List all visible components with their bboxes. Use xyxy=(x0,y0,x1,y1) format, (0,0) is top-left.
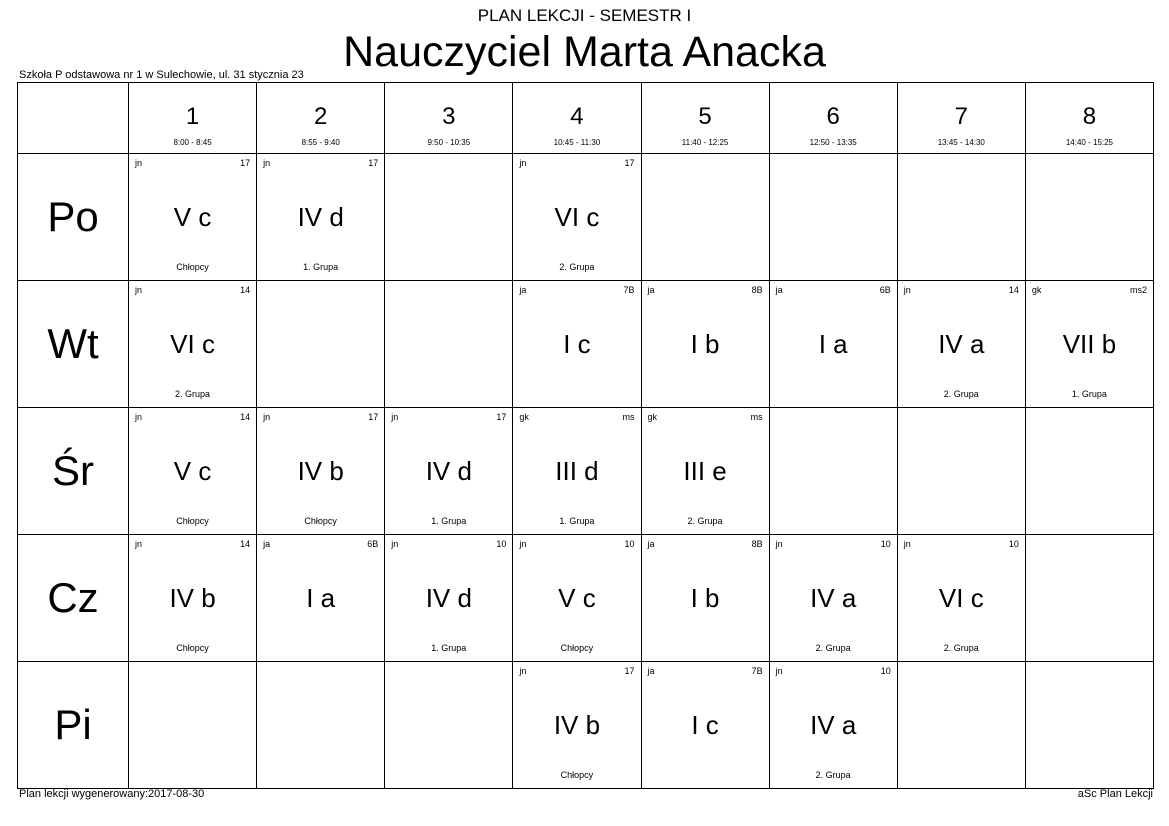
day-label: Wt xyxy=(18,281,129,408)
day-row xyxy=(18,535,1154,662)
lesson-cell xyxy=(257,154,385,281)
group-name: Chłopcy xyxy=(560,770,594,780)
subject-code: ja xyxy=(519,285,527,295)
period-time: 14:40 - 15:25 xyxy=(1065,138,1114,147)
period-header xyxy=(1025,83,1153,154)
software-name: aSc Plan Lekcji xyxy=(1077,788,1153,800)
period-time: 8:55 - 9:40 xyxy=(301,138,340,147)
empty-cell xyxy=(385,662,513,789)
group-name: 2. Grupa xyxy=(943,643,979,653)
class-name: III e xyxy=(683,456,727,486)
subject-code: ja xyxy=(647,539,655,549)
class-name: III d xyxy=(555,456,599,486)
period-number: 1 xyxy=(185,103,200,130)
class-name: V c xyxy=(173,202,212,232)
subject-code: jn xyxy=(391,539,399,549)
room-number: 17 xyxy=(368,158,379,168)
class-name: VI c xyxy=(170,329,215,359)
lesson-cell xyxy=(897,535,1025,662)
group-name: 2. Grupa xyxy=(175,389,211,399)
subject-code: jn xyxy=(775,666,783,676)
period-time: 12:50 - 13:35 xyxy=(809,138,857,147)
room-number: 14 xyxy=(240,412,251,422)
lesson-cell xyxy=(641,408,769,535)
class-name: I c xyxy=(563,329,591,359)
class-name: IV d xyxy=(425,583,472,613)
group-name: Chłopcy xyxy=(304,516,337,526)
room-number: 14 xyxy=(240,539,251,549)
group-name: 1. Grupa xyxy=(1071,389,1107,399)
subject-code: gk xyxy=(519,412,529,422)
period-number: 3 xyxy=(442,103,456,130)
class-name: VII b xyxy=(1062,329,1117,359)
period-number: 6 xyxy=(826,103,840,130)
room-number: 14 xyxy=(1008,285,1019,295)
empty-cell xyxy=(1025,154,1153,281)
timetable-grid xyxy=(17,82,1154,789)
subject-code: jn xyxy=(263,412,271,422)
room-number: 6B xyxy=(367,539,379,549)
lesson-cell xyxy=(257,408,385,535)
class-name: V c xyxy=(173,456,212,486)
group-name: 2. Grupa xyxy=(943,389,979,399)
room-number: ms xyxy=(622,412,635,422)
period-header xyxy=(897,83,1025,154)
period-number: 4 xyxy=(570,103,584,130)
group-name: 1. Grupa xyxy=(559,516,595,526)
day-label: Po xyxy=(18,154,129,281)
period-time: 13:45 - 14:30 xyxy=(937,138,985,147)
lesson-cell xyxy=(385,535,513,662)
subject-code: jn xyxy=(775,539,783,549)
lesson-cell xyxy=(385,408,513,535)
day-row xyxy=(18,281,1154,408)
class-name: I a xyxy=(306,583,336,613)
empty-cell xyxy=(1025,535,1153,662)
period-header xyxy=(641,83,769,154)
lesson-cell xyxy=(129,535,257,662)
room-number: ms2 xyxy=(1129,285,1147,295)
subject-code: ja xyxy=(263,539,271,549)
period-header xyxy=(257,83,385,154)
teacher-title: Nauczyciel Marta Anacka xyxy=(343,28,826,76)
subject-code: jn xyxy=(903,285,911,295)
room-number: 17 xyxy=(368,412,379,422)
room-number: ms xyxy=(750,412,763,422)
lesson-cell xyxy=(897,281,1025,408)
empty-cell xyxy=(129,662,257,789)
group-name: Chłopcy xyxy=(176,516,209,526)
period-time: 10:45 - 11:30 xyxy=(553,138,601,147)
class-name: IV a xyxy=(810,583,857,613)
room-number: 10 xyxy=(496,539,507,549)
room-number: 17 xyxy=(496,412,507,422)
class-name: I b xyxy=(690,329,720,359)
lesson-cell xyxy=(641,281,769,408)
period-header xyxy=(385,83,513,154)
period-time: 11:40 - 12:25 xyxy=(681,138,729,147)
subject-code: jn xyxy=(135,285,143,295)
class-name: VI c xyxy=(554,202,600,232)
period-number: 7 xyxy=(954,103,968,130)
subject-code: jn xyxy=(135,539,143,549)
room-number: 6B xyxy=(879,285,891,295)
subject-code: jn xyxy=(519,666,527,676)
class-name: IV b xyxy=(297,456,344,486)
empty-cell xyxy=(897,408,1025,535)
class-name: IV a xyxy=(810,710,857,740)
group-name: 1. Grupa xyxy=(303,262,339,272)
room-number: 7B xyxy=(751,666,763,676)
period-header-row xyxy=(18,83,1154,154)
class-name: I c xyxy=(691,710,719,740)
class-name: IV b xyxy=(169,583,216,613)
empty-cell xyxy=(769,154,897,281)
period-time: 8:00 - 8:45 xyxy=(173,138,212,147)
subject-code: jn xyxy=(391,412,399,422)
group-name: Chłopcy xyxy=(176,262,209,272)
period-number: 2 xyxy=(314,103,328,130)
lesson-cell xyxy=(257,535,385,662)
class-name: IV d xyxy=(297,202,344,232)
class-name: V c xyxy=(558,583,596,613)
lesson-cell xyxy=(129,154,257,281)
group-name: 2. Grupa xyxy=(559,262,595,272)
group-name: 2. Grupa xyxy=(687,516,723,526)
subject-code: jn xyxy=(135,158,143,168)
class-name: IV b xyxy=(553,710,601,740)
group-name: Chłopcy xyxy=(176,643,209,653)
empty-cell xyxy=(897,154,1025,281)
class-name: VI c xyxy=(938,583,984,613)
period-number: 5 xyxy=(698,103,712,130)
subject-code: jn xyxy=(263,158,271,168)
plan-subtitle: PLAN LEKCJI - SEMESTR I xyxy=(477,6,692,25)
room-number: 7B xyxy=(623,285,635,295)
subject-code: ja xyxy=(647,285,655,295)
subject-code: ja xyxy=(775,285,783,295)
room-number: 17 xyxy=(624,158,635,168)
lesson-cell xyxy=(769,535,897,662)
lesson-cell xyxy=(1025,281,1153,408)
subject-code: jn xyxy=(903,539,911,549)
school-name: Szkoła P odstawowa nr 1 w Sulechowie, ul. 31 stycznia 23 xyxy=(19,69,304,81)
empty-cell xyxy=(257,281,385,408)
room-number: 8B xyxy=(751,285,763,295)
day-label: Śr xyxy=(18,408,129,535)
group-name: 1. Grupa xyxy=(431,516,467,526)
class-name: I b xyxy=(690,583,720,613)
day-row xyxy=(18,154,1154,281)
empty-cell xyxy=(897,662,1025,789)
room-number: 17 xyxy=(624,666,635,676)
subject-code: gk xyxy=(1031,285,1042,295)
lesson-cell xyxy=(641,535,769,662)
lesson-cell xyxy=(513,535,641,662)
room-number: 8B xyxy=(751,539,763,549)
lesson-cell xyxy=(769,281,897,408)
class-name: IV a xyxy=(938,329,985,359)
subject-code: jn xyxy=(135,412,143,422)
corner-cell xyxy=(18,83,129,154)
empty-cell xyxy=(1025,408,1153,535)
room-number: 14 xyxy=(240,285,251,295)
lesson-cell xyxy=(513,662,641,789)
class-name: I a xyxy=(818,329,848,359)
lesson-cell xyxy=(129,281,257,408)
room-number: 10 xyxy=(880,539,891,549)
lesson-cell xyxy=(129,408,257,535)
day-label: Pi xyxy=(18,662,129,789)
day-label: Cz xyxy=(18,535,129,662)
period-header xyxy=(513,83,641,154)
subject-code: ja xyxy=(647,666,655,676)
class-name: IV d xyxy=(425,456,472,486)
lesson-cell xyxy=(513,408,641,535)
empty-cell xyxy=(385,154,513,281)
lesson-cell xyxy=(769,662,897,789)
lesson-cell xyxy=(513,154,641,281)
empty-cell xyxy=(385,281,513,408)
period-number: 8 xyxy=(1082,103,1097,130)
empty-cell xyxy=(769,408,897,535)
day-row xyxy=(18,408,1154,535)
empty-cell xyxy=(257,662,385,789)
lesson-cell xyxy=(641,662,769,789)
subject-code: jn xyxy=(519,158,527,168)
room-number: 10 xyxy=(880,666,891,676)
period-header xyxy=(129,83,257,154)
period-header xyxy=(769,83,897,154)
group-name: 2. Grupa xyxy=(815,643,851,653)
lesson-cell xyxy=(513,281,641,408)
generated-date: Plan lekcji wygenerowany:2017-08-30 xyxy=(19,788,205,800)
room-number: 17 xyxy=(240,158,251,168)
empty-cell xyxy=(1025,662,1153,789)
group-name: Chłopcy xyxy=(560,643,594,653)
group-name: 2. Grupa xyxy=(815,770,851,780)
room-number: 10 xyxy=(1008,539,1019,549)
day-rows xyxy=(18,154,1154,789)
empty-cell xyxy=(641,154,769,281)
period-time: 9:50 - 10:35 xyxy=(427,138,471,147)
day-row xyxy=(18,662,1154,789)
group-name: 1. Grupa xyxy=(431,643,467,653)
subject-code: gk xyxy=(647,412,658,422)
subject-code: jn xyxy=(519,539,527,549)
room-number: 10 xyxy=(624,539,635,549)
